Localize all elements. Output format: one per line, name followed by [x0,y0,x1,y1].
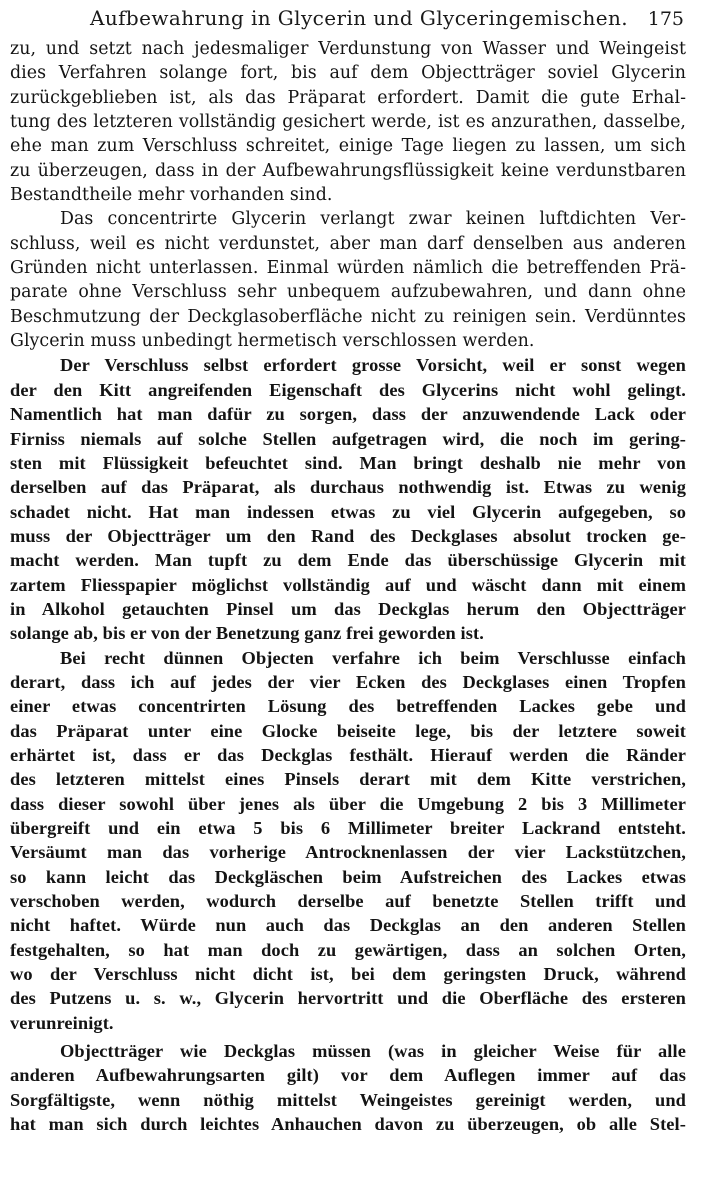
text-line: Gründen nicht unterlassen. Einmal würden nämlich die betreffenden Prä- [10,258,686,279]
paragraph-1 [10,37,686,207]
text-line: des letzteren mittelst eines Pinsels derart mit dem Kitte verstrichen, [10,769,686,790]
text-line: solange ab, bis er von der Benetzung ganz frei geworden ist. [10,623,484,644]
text-line: das Präparat unter eine Glocke beiseite lege, bis der letztere soweit [10,720,686,741]
text-line: wo der Verschluss nicht dicht ist, bei dem geringsten Druck, während [10,964,686,985]
text-line: Das concentrirte Glycerin verlangt zwar keinen luftdichten Ver- [60,209,686,230]
text-line: einer etwas concentrirten Lösung des betreffenden Lackes gebe und [10,696,686,717]
paragraph-4 [10,646,686,1036]
text-line: Namentlich hat man dafür zu sorgen, dass der anzuwendende Lack oder [10,404,686,425]
text-line: der den Kitt angreifenden Eigenschaft des Glycerins nicht wohl gelingt. [10,379,686,400]
text-line: Firniss niemals auf solche Stellen aufgetragen wird, die noch im gering- [10,428,686,449]
text-line: Versäumt man das vorherige Antrocknenlassen der vier Lackstützchen, [10,842,686,863]
body-text [10,37,686,1136]
text-line: erhärtet ist, dass er das Deckglas festhält. Hierauf werden die Ränder [10,744,686,765]
text-line: Sorgfältigste, wenn nöthig mittelst Weingeistes gereinigt werden, und [10,1089,686,1110]
text-line: dass dieser sowohl über jenes als über die Umgebung 2 bis 3 Millimeter [10,793,686,814]
paragraph-2 [10,207,686,353]
text-line: so kann leicht das Deckgläschen beim Aufstreichen des Lackes etwas [10,866,686,887]
text-line: parate ohne Verschluss sehr unbequem aufzubewahren, und dann ohne [10,282,686,303]
text-line: anderen Aufbewahrungsarten gilt) vor dem Auflegen immer auf das [10,1065,686,1086]
text-line: schadet nicht. Hat man indessen etwas zu viel Glycerin aufgegeben, so [10,501,686,522]
text-line: Glycerin muss unbedingt hermetisch verschlossen werden. [10,331,535,352]
text-line: hat man sich durch leichtes Anhauchen davon zu überzeugen, ob alle Stel- [10,1114,686,1135]
text-line: zu, und setzt nach jedesmaliger Verdunstung von Wasser und Weingeist [10,39,686,59]
running-header [0,4,702,34]
paragraph-5 [10,1039,686,1136]
text-line: festgehalten, so hat man doch zu gewärtigen, dass an solchen Orten, [10,939,686,960]
text-line: Bei recht dünnen Objecten verfahre ich beim Verschlusse einfach [60,647,686,668]
paragraph-3 [10,353,686,645]
text-line: zurückgeblieben ist, als das Präparat erfordert. Damit die gute Erhal- [10,87,686,108]
text-line: Bestandtheile mehr vorhanden sind. [10,185,333,206]
text-line: tung des letzteren vollständig gesichert werde, ist es anzurathen, dasselbe, [10,112,686,133]
text-line: schluss, weil es nicht verdunstet, aber man darf denselben aus anderen [10,233,686,254]
text-line: in Alkohol getauchten Pinsel um das Deckglas herum den Objectträger [10,598,686,619]
text-line: ehe man zum Verschluss schreitet, einige Tage liegen zu lassen, um sich [10,136,686,157]
text-line: Beschmutzung der Deckglasoberfläche nicht zu reinigen sein. Verdünntes [10,306,686,327]
text-line: zartem Fliesspapier möglichst vollständig auf und wäscht dann mit einem [10,574,686,595]
text-line: derart, dass ich auf jedes der vier Ecken des Deckglases einen Tropfen [10,671,686,692]
page-number: 175 [647,8,684,30]
text-line: muss der Objectträger um den Rand des Deckglases absolut trocken ge- [10,525,686,546]
text-line: dies Verfahren solange fort, bis auf dem Objectträger soviel Glycerin [10,63,686,84]
text-line: derselben auf das Präparat, als durchaus nothwendig ist. Etwas zu wenig [10,477,686,498]
text-line: des Putzens u. s. w., Glycerin hervortritt und die Oberfläche des ersteren [10,988,686,1009]
text-line: nicht haftet. Würde nun auch das Deckglas an den anderen Stellen [10,915,686,936]
text-line: übergreift und ein etwa 5 bis 6 Millimeter breiter Lackrand entsteht. [10,818,686,838]
text-line: Objectträger wie Deckglas müssen (was in gleicher Weise für alle [60,1041,686,1062]
running-title: Aufbewahrung in Glycerin und Glyceringemischen. [90,6,628,30]
text-line: zu überzeugen, dass in der Aufbewahrungsflüssigkeit keine verdunstbaren [10,160,686,181]
text-line: verunreinigt. [10,1012,114,1033]
text-line: sten mit Flüssigkeit befeuchtet sind. Man bringt deshalb nie mehr von [10,452,686,473]
text-line: Der Verschluss selbst erfordert grosse Vorsicht, weil er sonst wegen [60,355,686,376]
text-line: verschoben werden, wodurch derselbe auf benetzte Stellen trifft und [10,891,686,912]
text-line: macht werden. Man tupft zu dem Ende das überschüssige Glycerin mit [10,550,686,571]
